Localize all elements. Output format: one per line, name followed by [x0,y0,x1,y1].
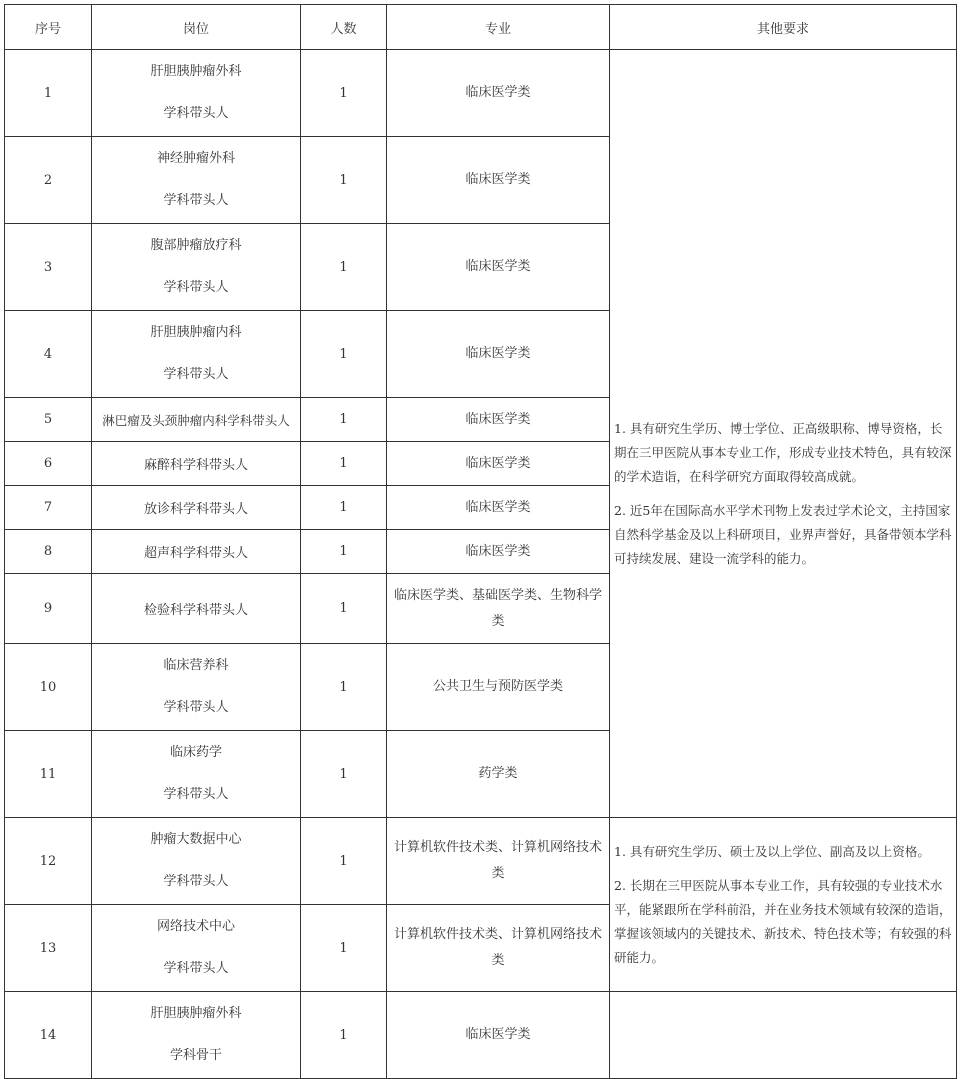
count-cell: 1 [301,398,387,442]
seq-cell: 13 [5,905,92,992]
position-line: 学科带头人 [163,787,229,802]
requirements-cell [610,50,957,818]
position-line: 学科带头人 [163,700,229,715]
requirements-cell [610,818,957,992]
count-cell: 1 [301,818,387,905]
seq-cell: 7 [5,486,92,530]
seq-cell: 6 [5,442,92,486]
count-cell: 1 [301,486,387,530]
position-cell [92,818,301,905]
position-line: 学科带头人 [163,193,229,208]
position-cell [92,905,301,992]
seq-cell: 5 [5,398,92,442]
position-cell [92,137,301,224]
position-line: 学科带头人 [163,367,229,382]
position-line: 网络技术中心 [156,919,235,934]
seq-cell: 8 [5,530,92,574]
position-cell [92,50,301,137]
major-cell: 临床医学类 [387,50,610,137]
position-cell: 淋巴瘤及头颈肿瘤内科学科带头人 [92,398,301,442]
major-cell: 临床医学类 [387,224,610,311]
requirement-item: 1. 具有研究生学历、硕士及以上学位、副高及以上资格。 [614,843,930,859]
count-cell: 1 [301,530,387,574]
table-header-row [5,5,957,50]
requirements-cell [610,992,957,1079]
count-cell: 1 [301,905,387,992]
position-line: 肝胆胰肿瘤外科 [150,1006,242,1021]
header-count: 人数 [301,5,387,50]
count-cell: 1 [301,137,387,224]
position-cell [92,644,301,731]
major-cell: 临床医学类 [387,530,610,574]
requirement-item: 2. 长期在三甲医院从事本专业工作，具有较强的专业技术水平，能紧跟所在学科前沿，并在业务技术领域有较深的造诣，掌握该领域内的关键技术、新技术、特色技术等；有较强的科研能力。 [614,877,952,965]
position-line: 肿瘤大数据中心 [150,832,242,847]
position-line: 腹部肿瘤放疗科 [150,238,242,253]
seq-cell: 12 [5,818,92,905]
table-row [5,992,957,1079]
count-cell: 1 [301,992,387,1079]
table-body [5,50,957,1079]
header-major: 专业 [387,5,610,50]
position-line: 学科带头人 [163,280,229,295]
position-line: 学科带头人 [163,961,229,976]
seq-cell: 3 [5,224,92,311]
position-cell: 麻醉科学科带头人 [92,442,301,486]
position-line: 肝胆胰肿瘤内科 [150,325,242,340]
major-cell: 临床医学类 [387,992,610,1079]
requirement-item: 1. 具有研究生学历、博士学位、正高级职称、博导资格，长期在三甲医院从事本专业工作，形成专业技术特色，具有较深的学术造诣，在科学研究方面取得较高成就。 [614,420,952,484]
major-cell: 临床医学类 [387,486,610,530]
major-cell: 药学类 [387,731,610,818]
major-cell: 临床医学类 [387,442,610,486]
position-line: 神经肿瘤外科 [156,151,235,166]
position-cell: 检验科学科带头人 [92,574,301,644]
count-cell: 1 [301,574,387,644]
major-cell: 公共卫生与预防医学类 [387,644,610,731]
count-cell: 1 [301,224,387,311]
seq-cell: 11 [5,731,92,818]
count-cell: 1 [301,311,387,398]
header-seq: 序号 [5,5,92,50]
position-line: 肝胆胰肿瘤外科 [150,64,242,79]
position-line: 学科骨干 [169,1048,222,1063]
count-cell: 1 [301,644,387,731]
position-cell [92,731,301,818]
count-cell: 1 [301,442,387,486]
count-cell: 1 [301,50,387,137]
position-line: 临床营养科 [163,658,229,673]
seq-cell: 1 [5,50,92,137]
seq-cell: 10 [5,644,92,731]
header-requirements: 其他要求 [610,5,957,50]
position-line: 临床药学 [169,745,222,760]
seq-cell: 4 [5,311,92,398]
requirement-item: 2. 近5年在国际高水平学术刊物上发表过学术论文，主持国家自然科学基金及以上科研项目，业界声誉好，具备带领本学科可持续发展、建设一流学科的能力。 [614,502,952,566]
major-cell: 临床医学类、基础医学类、生物科学类 [387,574,610,644]
major-cell: 临床医学类 [387,398,610,442]
table-row [5,50,957,137]
position-cell: 放诊科学科带头人 [92,486,301,530]
position-cell [92,311,301,398]
position-line: 学科带头人 [163,874,229,889]
header-position: 岗位 [92,5,301,50]
major-cell: 计算机软件技术类、计算机网络技术类 [387,905,610,992]
position-cell: 超声科学科带头人 [92,530,301,574]
recruitment-table [4,4,957,1079]
count-cell: 1 [301,731,387,818]
seq-cell: 9 [5,574,92,644]
major-cell: 计算机软件技术类、计算机网络技术类 [387,818,610,905]
major-cell: 临床医学类 [387,137,610,224]
seq-cell: 2 [5,137,92,224]
position-cell [92,992,301,1079]
position-line: 学科带头人 [163,106,229,121]
table-row [5,818,957,905]
major-cell: 临床医学类 [387,311,610,398]
position-cell [92,224,301,311]
seq-cell: 14 [5,992,92,1079]
